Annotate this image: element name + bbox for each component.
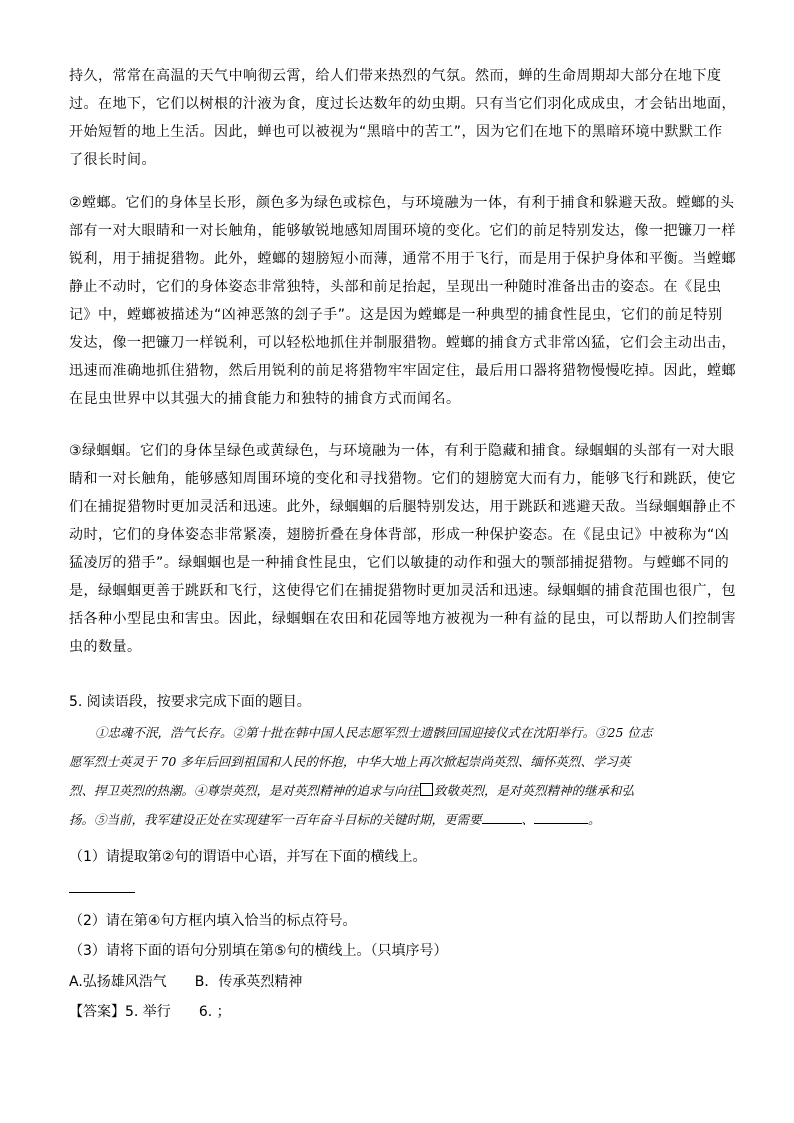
- text-line: 睛和一对长触角，能够感知周围环境的变化和寻找猎物。它们的翅膀宽大而有力，能够飞行和跳跃，使它: [69, 471, 736, 487]
- text-line: ③绿蝈蝈。它们的身体呈绿色或黄绿色，与环境融为一体，有利于隐藏和捕食。绿蝈蝈的头部有一对大眼: [69, 443, 735, 459]
- sub-question-1: （1）请提取第②句的谓语中心语，并写在下面的横线上。: [69, 849, 427, 865]
- sub-question-2: （2）请在第④句方框内填入恰当的标点符号。: [69, 913, 357, 929]
- text-line: 部有一对大眼睛和一对长触角，能够敏锐地感知周围环境的变化。它们的前足特别发达，像一把镰刀一样: [69, 223, 736, 239]
- text-line: 发达，像一把镰刀一样锐利，可以轻松地抓住并制服猎物。螳螂的捕食方式非常凶猛，它们会主动出击，: [69, 335, 736, 351]
- passage-text: 扬。⑤当前，我军建设正处在实现建军一百年奋斗目标的关键时期，更需要: [69, 812, 482, 827]
- sub-question-3: （3）请将下面的语句分别填在第⑤句的横线上。（只填序号）: [69, 943, 448, 959]
- answer-key: [69, 998, 231, 1026]
- answer-line[interactable]: [69, 892, 135, 893]
- passage-text: 烈、捍卫英烈的热潮。④尊崇英烈，是对英烈精神的追求与向往: [69, 783, 420, 798]
- text-line: 了很长时间。: [69, 152, 156, 168]
- passage-text: 、: [521, 812, 535, 827]
- answer-6: 6. ；: [198, 1004, 231, 1020]
- text-line: 过。在地下，它们以树根的汁液为食，度过长达数年的幼虫期。只有当它们羽化成成虫，才会钻出地面，: [69, 96, 736, 112]
- answer-tag: 【答案】: [69, 1004, 125, 1020]
- text-line: 猛凌厉的猎手”。绿蝈蝈也是一种捕食性昆虫，它们以敏捷的动作和强大的颚部捕捉猎物。与螳螂不同的: [69, 555, 730, 571]
- text-line: 记》中，螳螂被描述为“凶神恶煞的刽子手”。这是因为螳螂是一种典型的捕食性昆虫，它们的前足特别: [69, 307, 723, 323]
- paragraph-mantis: [69, 189, 736, 413]
- paragraph-cicada: [69, 62, 736, 174]
- passage-text: 。: [588, 812, 601, 827]
- option-a: A.弘扬雄风浩气: [69, 974, 167, 990]
- passage-text: 致敬英烈，是对英烈精神的继承和弘: [434, 783, 635, 798]
- passage-line: [69, 776, 717, 805]
- text-line: 在昆虫世界中以其强大的捕食能力和独特的捕食方式而闻名。: [69, 391, 461, 407]
- text-line: 迅速而准确地抓住猎物，然后用锐利的前足将猎物牢牢固定住，最后用口器将猎物慢慢吃掉。因此，螳螂: [69, 363, 736, 379]
- passage-line: ①忠魂不泯，浩气长存。②第十批在韩中国人民志愿军烈士遗骸回国迎接仪式在沈阳举行。③25 位志: [95, 725, 653, 740]
- punctuation-answer-box[interactable]: [420, 783, 433, 796]
- text-line: 锐利，用于捕捉猎物。此外，螳螂的翅膀短小而薄，通常不用于飞行，而是用于保护身体和平衡。当螳螂: [69, 251, 736, 267]
- text-line: ②螳螂。它们的身体呈长形，颜色多为绿色或棕色，与环境融为一体，有利于捕食和躲避天敌。螳螂的头: [69, 195, 735, 211]
- text-line: 开始短暂的地上生活。因此，蝉也可以被视为“黑暗中的苦工”，因为它们在地下的黑暗环境中默默工作: [69, 124, 723, 140]
- option-b: B．传承英烈精神: [194, 974, 303, 990]
- answer-blank-1[interactable]: [482, 813, 522, 824]
- answer-blank-2[interactable]: [534, 813, 588, 824]
- text-line: 静止不动时，它们的身体姿态非常独特，头部和前足抬起，呈现出一种随时准备出击的姿态。在《昆虫: [69, 279, 722, 295]
- text-line: 虫的数量。: [69, 639, 142, 655]
- text-line: 括各种小型昆虫和害虫。因此，绿蝈蝈在农田和花园等地方被视为一种有益的昆虫，可以帮助人们控制害: [69, 611, 736, 627]
- reading-passage: [69, 718, 717, 834]
- paragraph-katydid: [69, 437, 736, 661]
- question-heading: 5. 阅读语段，按要求完成下面的题目。: [69, 694, 311, 710]
- text-line: 是，绿蝈蝈更善于跳跃和飞行，这使得它们在捕捉猎物时更加灵活和迅速。绿蝈蝈的捕食范围也很广，包: [69, 583, 736, 599]
- text-line: 们在捕捉猎物时更加灵活和迅速。此外，绿蝈蝈的后腿特别发达，用于跳跃和逃避天敌。当绿蝈蝈静止不: [69, 499, 736, 515]
- answer-5: 5. 举行: [125, 1004, 171, 1020]
- answer-options: [69, 968, 302, 996]
- text-line: 持久，常常在高温的天气中响彻云霄，给人们带来热烈的气氛。然而，蝉的生命周期却大部分在地下度: [69, 68, 722, 84]
- passage-line: [69, 805, 717, 834]
- text-line: 动时，它们的身体姿态非常紧凑，翅膀折叠在身体背部，形成一种保护姿态。在《昆虫记》中被称为“凶: [69, 527, 730, 543]
- passage-line: 愿军烈士英灵于 70 多年后回到祖国和人民的怀抱，中华大地上再次掀起崇尚英烈、缅怀英烈、学习英: [69, 754, 631, 769]
